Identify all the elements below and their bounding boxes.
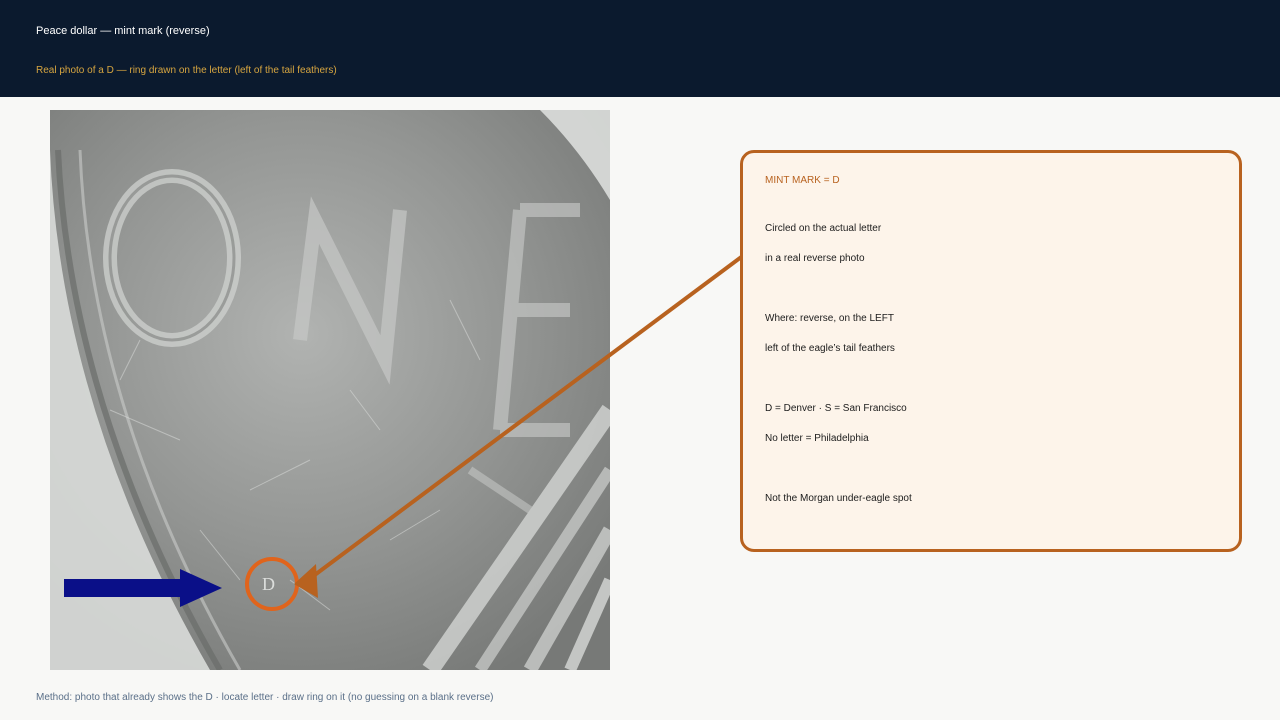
mint-mark-info-card — [740, 150, 1242, 552]
method-note: Method: photo that already shows the D · locate letter · draw ring on it (no guessing on a blank reverse) — [36, 692, 494, 703]
mint-mark-d-letter: D — [262, 574, 275, 594]
coin-reverse-photo — [50, 110, 610, 670]
card-line: Circled on the actual letter — [765, 223, 882, 234]
card-line: Where: reverse, on the LEFT — [765, 313, 894, 324]
card-line: in a real reverse photo — [765, 253, 865, 264]
card-line: left of the eagle’s tail feathers — [765, 343, 895, 354]
card-line: No letter = Philadelphia — [765, 433, 869, 444]
page-title: Peace dollar — mint mark (reverse) — [36, 25, 210, 37]
header-bar — [0, 0, 1280, 97]
page-subtitle: Real photo of a D — ring drawn on the letter (left of the tail feathers) — [36, 65, 337, 76]
coin-photo-illustration — [50, 110, 610, 670]
card-line: Not the Morgan under-eagle spot — [765, 493, 912, 504]
card-line: D = Denver · S = San Francisco — [765, 403, 907, 414]
card-heading: MINT MARK = D — [765, 175, 840, 186]
